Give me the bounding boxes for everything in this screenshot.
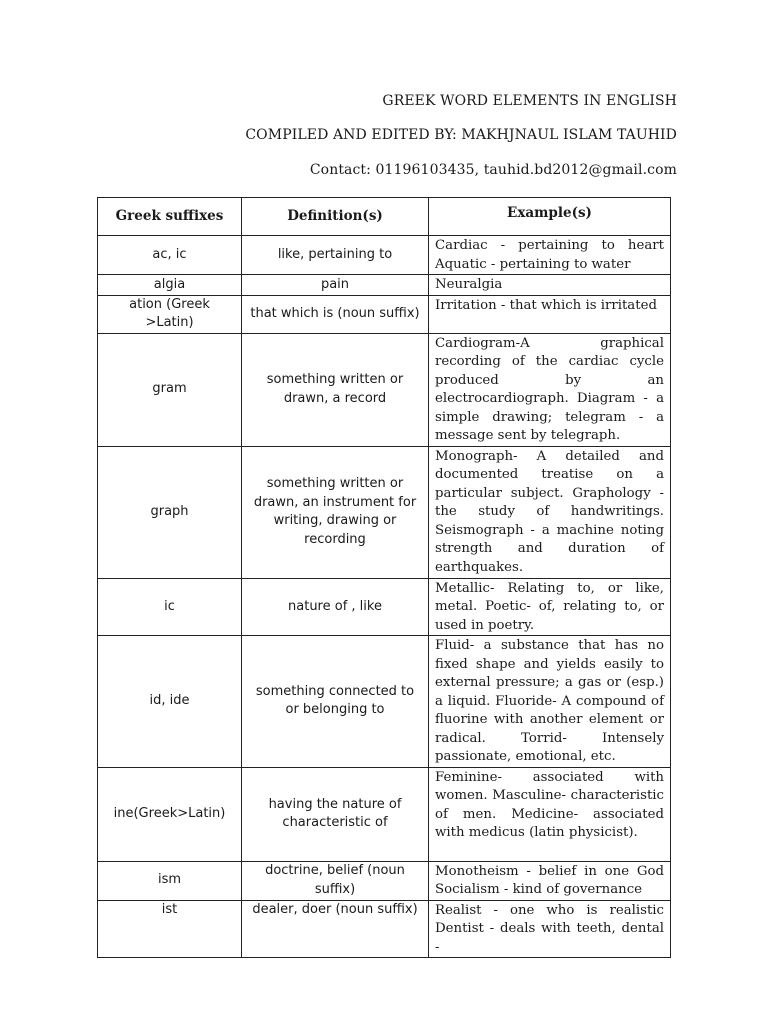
table-row (98, 236, 671, 275)
header-example: Example(s) (429, 198, 671, 236)
table-row (98, 636, 671, 768)
example-cell: Fluid- a substance that has no fixed shape and yields easily to external pressure; a gas or (esp.) a liquid. Fluoride- A compound of fluorine with another element or radical. Torrid- Intensely passionate, emotional, etc. (429, 636, 671, 768)
contact-line: Contact: 01196103435, tauhid.bd2012@gmail.com (309, 162, 677, 178)
table-header (98, 198, 671, 236)
example-cell: Monotheism - belief in one God Socialism - kind of governance (429, 861, 671, 900)
table-row (98, 446, 671, 578)
definition-cell: something written or drawn, a record (242, 333, 429, 446)
example-cell: Cardiogram-A graphical recording of the cardiac cycle produced by an electrocardiograph. Diagram - a simple drawing; telegram - a message sent by telegraph. (429, 333, 671, 446)
suffix-cell: ist (98, 900, 242, 958)
example-cell: Neuralgia (429, 275, 671, 296)
definition-cell: doctrine, belief (noun suffix) (242, 861, 429, 900)
header-row (98, 198, 671, 236)
example-cell: Irritation - that which is irritated (429, 295, 671, 333)
table-row (98, 900, 671, 958)
suffix-cell: ine(Greek>Latin) (98, 767, 242, 861)
table-row (98, 578, 671, 636)
suffix-cell: ism (98, 861, 242, 900)
example-cell: Realist - one who is realistic Dentist - deals with teeth, dental - (429, 900, 671, 958)
definition-cell: pain (242, 275, 429, 296)
example-cell: Monograph- A detailed and documented treatise on a particular subject. Graphology - the study of handwritings. Seismograph - a machine noting strength and duration of earthquakes. (429, 446, 671, 578)
suffix-cell: ac, ic (98, 236, 242, 275)
example-cell: Metallic- Relating to, or like, metal. Poetic- of, relating to, or used in poetry. (429, 578, 671, 636)
header-suffix: Greek suffixes (98, 198, 242, 236)
suffix-cell: ic (98, 578, 242, 636)
definition-cell: dealer, doer (noun suffix) (242, 900, 429, 958)
suffix-cell: ation (Greek >Latin) (98, 295, 242, 333)
table-row (98, 275, 671, 296)
suffix-cell: gram (98, 333, 242, 446)
document-title: GREEK WORD ELEMENTS IN ENGLISH (382, 93, 677, 109)
definition-cell: having the nature of characteristic of (242, 767, 429, 861)
definition-cell: something connected to or belonging to (242, 636, 429, 768)
example-cell: Feminine- associated with women. Masculine- characteristic of men. Medicine- associated with medicus (latin physicist). (429, 767, 671, 861)
suffix-cell: id, ide (98, 636, 242, 768)
table-row (98, 861, 671, 900)
table-row (98, 767, 671, 861)
example-cell: Cardiac - pertaining to heart Aquatic - pertaining to water (429, 236, 671, 275)
suffix-cell: graph (98, 446, 242, 578)
header-definition: Definition(s) (242, 198, 429, 236)
table-body (98, 236, 671, 958)
definition-cell: nature of , like (242, 578, 429, 636)
compiled-by-line: COMPILED AND EDITED BY: MAKHJNAUL ISLAM TAUHID (245, 127, 677, 143)
definition-cell: like, pertaining to (242, 236, 429, 275)
greek-suffixes-table (97, 197, 671, 958)
definition-cell: that which is (noun suffix) (242, 295, 429, 333)
definition-cell: something written or drawn, an instrument for writing, drawing or recording (242, 446, 429, 578)
table-row (98, 295, 671, 333)
table-row (98, 333, 671, 446)
suffix-cell: algia (98, 275, 242, 296)
